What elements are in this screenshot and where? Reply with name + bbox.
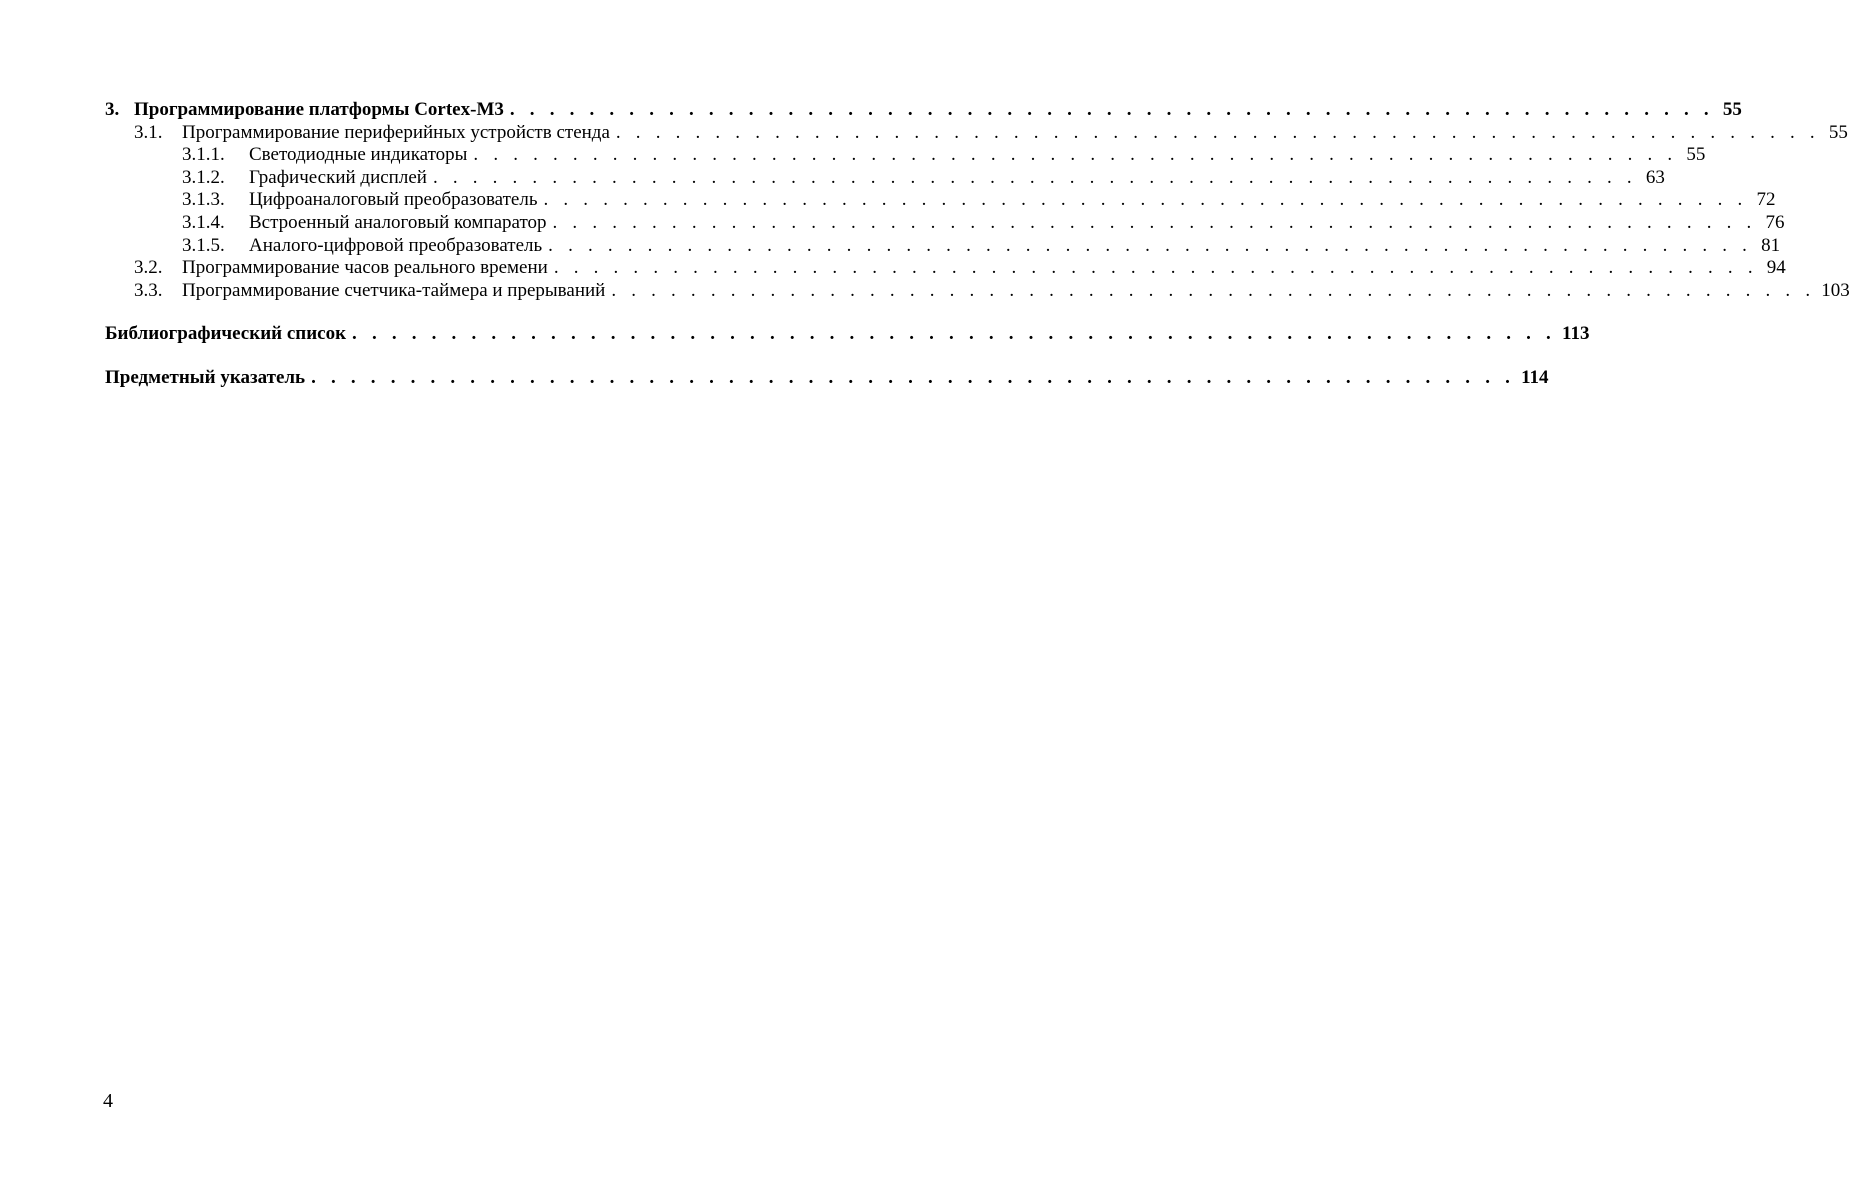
dot-leader [611, 280, 1815, 303]
dot-leader [616, 122, 1820, 145]
dot-leader [352, 323, 1556, 346]
toc-entry-title: Библиографический список [105, 323, 347, 345]
toc-entry-number: 3.1.3. [182, 189, 225, 211]
toc-entry-title: Программирование часов реального времени [182, 257, 548, 279]
page-number: 4 [103, 1090, 113, 1112]
toc-entry-title: Графический дисплей [249, 166, 427, 188]
toc-entry-section-3-1[interactable] [105, 121, 1848, 145]
toc-entry-section-3-1-4[interactable] [105, 211, 1785, 235]
toc-entry-section-3-1-2[interactable] [105, 166, 1665, 190]
toc-entry-page: 81 [1761, 234, 1781, 256]
toc-entry-title: Программирование платформы Cortex-M3 [134, 99, 504, 120]
toc-entry-page: 55 [1686, 144, 1706, 166]
toc-entry-title: Предметный указатель [105, 366, 306, 388]
toc-entry-number: 3.3. [134, 279, 163, 301]
toc-entry-page: 113 [1562, 323, 1590, 345]
dot-leader [548, 235, 1752, 258]
toc-entry-title: Цифроаналоговый преобразователь [249, 189, 538, 211]
toc-entry-number: 3.1.2. [182, 166, 225, 188]
toc-entry-title: Встроенный аналоговый компаратор [249, 211, 547, 233]
table-of-contents [105, 99, 1850, 390]
toc-entry-number: 3.2. [134, 257, 163, 279]
toc-entry-title: Программирование периферийных устройств стенда [182, 121, 610, 143]
dot-leader [433, 167, 1637, 190]
toc-entry-section-3-3[interactable] [105, 279, 1850, 303]
dot-leader [473, 144, 1677, 167]
toc-entry-section-3-1-5[interactable] [105, 234, 1781, 258]
dot-leader [510, 99, 1714, 122]
toc-entry-bibliography[interactable] [105, 323, 1590, 346]
toc-entry-section-3-1-3[interactable] [105, 189, 1776, 212]
toc-entry-number: 3.1. [134, 121, 163, 143]
toc-entry-title: Аналого-цифровой преобразователь [249, 234, 543, 256]
toc-entry-page: 63 [1645, 166, 1665, 188]
toc-entry-number: 3.1.1. [182, 144, 225, 166]
dot-leader [553, 212, 1757, 235]
toc-entry-title: Программирование счетчика-таймера и прерываний [182, 279, 606, 301]
toc-entry-page: 94 [1766, 257, 1786, 279]
toc-entry-section-3-2[interactable] [105, 257, 1786, 280]
toc-entry-chapter-3[interactable] [105, 99, 1742, 122]
dot-leader [544, 189, 1748, 212]
toc-entry-page: 103 [1821, 279, 1850, 301]
toc-entry-section-3-1-1[interactable] [105, 144, 1706, 167]
toc-entry-page: 55 [1828, 121, 1848, 143]
toc-entry-page: 114 [1521, 366, 1549, 388]
dot-leader [311, 367, 1515, 390]
toc-entry-page: 76 [1765, 211, 1785, 233]
toc-entry-page: 55 [1722, 99, 1742, 120]
toc-entry-page: 72 [1756, 189, 1776, 211]
toc-entry-title: Светодиодные индикаторы [249, 144, 468, 166]
toc-entry-subject-index[interactable] [105, 366, 1549, 390]
toc-entry-number: 3.1.4. [182, 211, 225, 233]
toc-entry-number: 3.1.5. [182, 234, 225, 256]
dot-leader [554, 257, 1758, 280]
toc-entry-number: 3. [105, 99, 120, 120]
